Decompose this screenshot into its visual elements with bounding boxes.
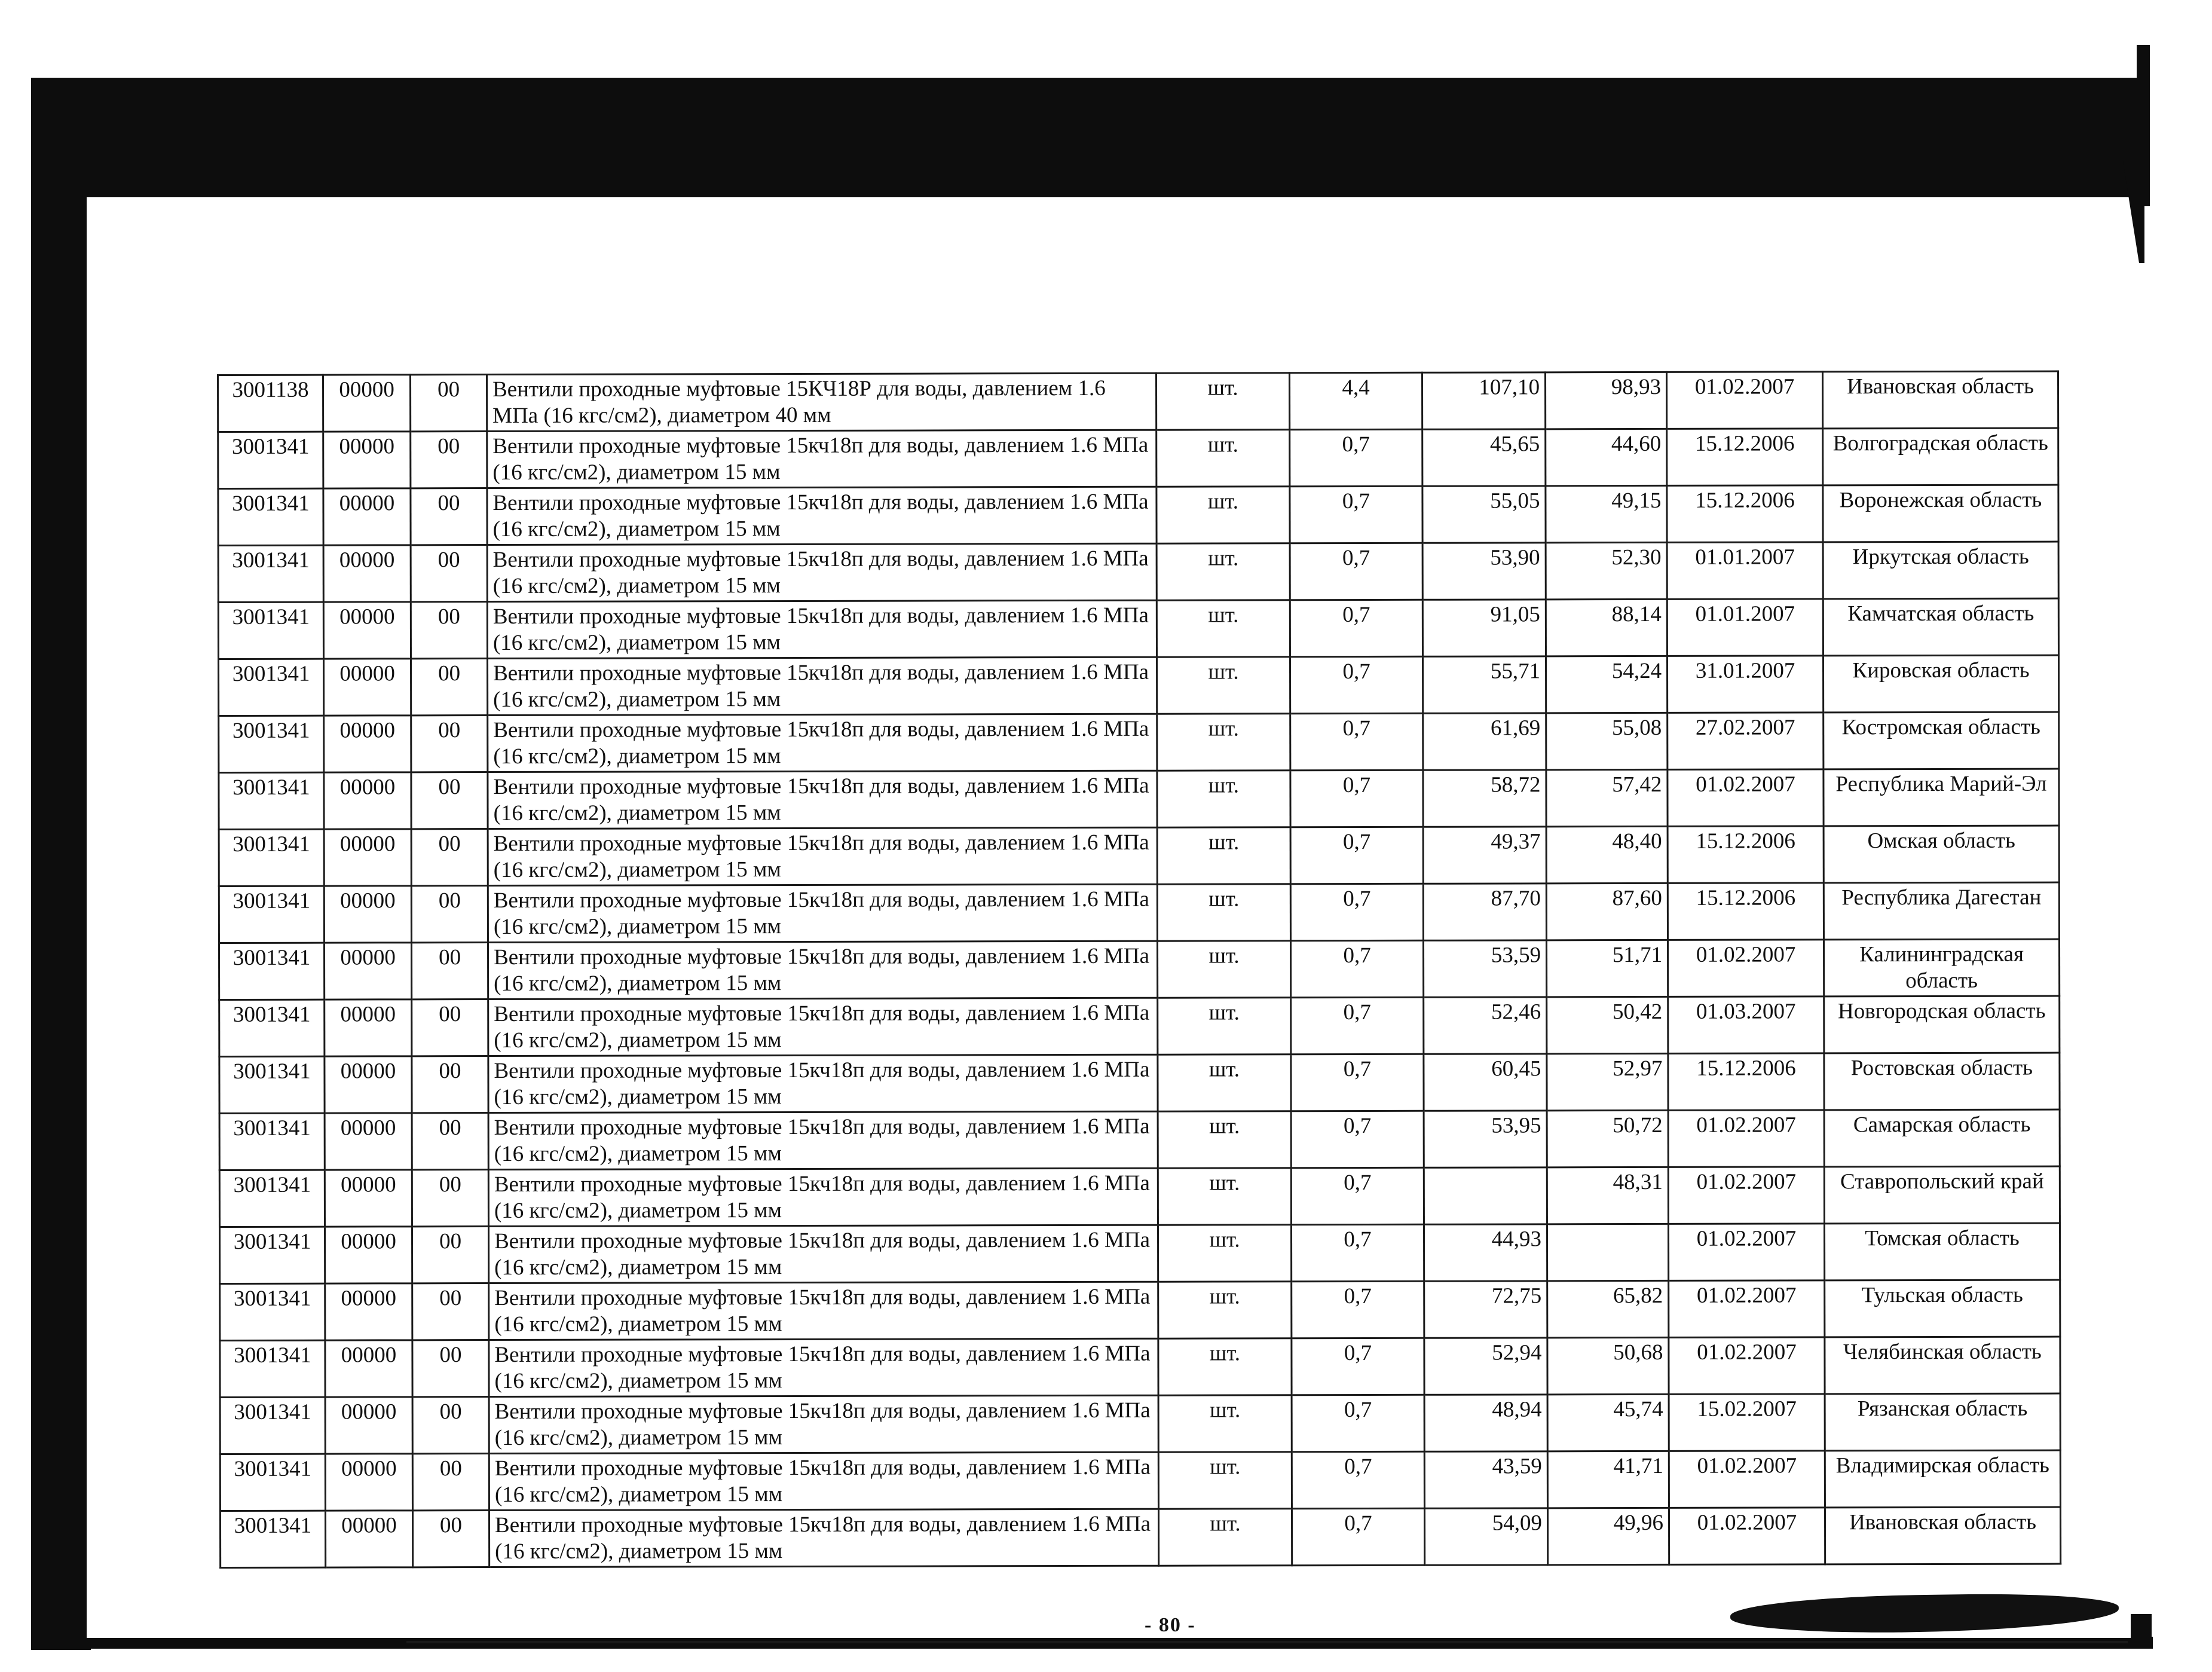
cell-qty: 0,7 <box>1292 1451 1424 1508</box>
cell-group: 00 <box>412 1397 489 1454</box>
cell-qty: 0,7 <box>1290 656 1422 713</box>
cell-region: Иркутская область <box>1823 542 2058 599</box>
table-row <box>220 1507 2060 1567</box>
cell-price-2: 48,40 <box>1546 826 1668 883</box>
cell-unit: шт. <box>1156 373 1289 430</box>
cell-region: Владимирская область <box>1825 1450 2060 1508</box>
cell-price-2: 52,30 <box>1546 542 1667 599</box>
cell-group: 00 <box>411 716 488 772</box>
cell-group: 00 <box>411 488 487 545</box>
cell-date: 01.02.2007 <box>1666 372 1822 429</box>
cell-price-2: 54,24 <box>1546 656 1667 713</box>
cell-name: Вентили проходные муфтовые 15КЧ18Р для воды, давлением 1.6 МПа (16 кгс/см2), диаметром 40 мм <box>487 373 1157 431</box>
cell-qty: 0,7 <box>1291 1111 1424 1167</box>
cell-date: 01.02.2007 <box>1669 1508 1825 1565</box>
cell-name: Вентили проходные муфтовые 15кч18п для воды, давлением 1.6 МПа (16 кгс/см2), диаметром 15 мм <box>487 487 1157 545</box>
cell-region: Калининградская область <box>1824 939 2059 997</box>
cell-subcode: 00000 <box>325 1397 412 1454</box>
cell-price-1: 107,10 <box>1422 372 1545 429</box>
cell-code: 3001341 <box>218 545 323 602</box>
table-row <box>219 882 2059 943</box>
cell-date: 01.02.2007 <box>1669 1337 1825 1395</box>
cell-price-2: 50,42 <box>1547 997 1668 1053</box>
cell-date: 15.12.2006 <box>1668 1053 1824 1111</box>
cell-price-2: 87,60 <box>1546 883 1668 940</box>
cell-name: Вентили проходные муфтовые 15кч18п для воды, давлением 1.6 МПа (16 кгс/см2), диаметром 15 мм <box>488 1168 1158 1226</box>
cell-name: Вентили проходные муфтовые 15кч18п для воды, давлением 1.6 МПа (16 кгс/см2), диаметром 15 мм <box>488 1225 1158 1283</box>
cell-price-1: 48,94 <box>1424 1395 1547 1451</box>
table-row <box>219 1053 2060 1113</box>
cell-price-2: 44,60 <box>1546 429 1667 485</box>
cell-code: 3001341 <box>218 432 323 488</box>
cell-price-2: 41,71 <box>1547 1451 1669 1508</box>
cell-unit: шт. <box>1157 827 1290 884</box>
cell-qty: 0,7 <box>1290 884 1423 940</box>
cell-unit: шт. <box>1157 941 1290 998</box>
cell-qty: 0,7 <box>1291 1167 1424 1224</box>
cell-code: 3001341 <box>220 1454 325 1511</box>
cell-subcode: 00000 <box>324 716 411 772</box>
cell-subcode: 00000 <box>324 943 411 999</box>
cell-name: Вентили проходные муфтовые 15кч18п для воды, давлением 1.6 МПа (16 кгс/см2), диаметром 15 мм <box>489 1395 1158 1453</box>
cell-region: Рязанская область <box>1825 1393 2060 1451</box>
cell-name: Вентили проходные муфтовые 15кч18п для воды, давлением 1.6 МПа (16 кгс/см2), диаметром 15 мм <box>488 1054 1158 1112</box>
cell-subcode: 00000 <box>325 1283 412 1340</box>
cell-price-2: 57,42 <box>1546 769 1668 826</box>
cell-group: 00 <box>411 943 488 999</box>
cell-subcode: 00000 <box>323 375 411 432</box>
cell-unit: шт. <box>1157 543 1290 600</box>
cell-qty: 0,7 <box>1291 1054 1424 1111</box>
cell-unit: шт. <box>1157 487 1290 543</box>
cell-code: 3001341 <box>218 659 323 716</box>
cell-name: Вентили проходные муфтовые 15кч18п для воды, давлением 1.6 МПа (16 кгс/см2), диаметром 15 мм <box>487 543 1157 601</box>
cell-subcode: 00000 <box>325 1056 412 1113</box>
cell-region: Ивановская область <box>1822 371 2058 429</box>
cell-code: 3001341 <box>219 1227 325 1283</box>
cell-date: 01.01.2007 <box>1667 599 1823 656</box>
cell-group: 00 <box>412 999 488 1056</box>
cell-group: 00 <box>411 432 487 488</box>
paper-sheet <box>87 197 2131 1638</box>
cell-price-1: 58,72 <box>1423 770 1546 827</box>
cell-region: Волгоградская область <box>1823 428 2058 485</box>
cell-code: 3001341 <box>220 1397 325 1454</box>
cell-code: 3001341 <box>219 716 324 772</box>
cell-unit: шт. <box>1157 600 1290 657</box>
cell-group: 00 <box>411 829 488 886</box>
cell-price-2: 51,71 <box>1546 940 1668 997</box>
table-row <box>219 1166 2060 1227</box>
cell-code: 3001341 <box>219 829 324 886</box>
cell-date: 01.02.2007 <box>1668 769 1824 827</box>
cell-date: 01.03.2007 <box>1668 997 1824 1054</box>
cell-group: 00 <box>411 659 487 716</box>
table-row <box>218 542 2058 602</box>
table-row <box>218 371 2058 432</box>
cell-qty: 0,7 <box>1292 1395 1424 1451</box>
cell-price-1: 60,45 <box>1424 1054 1547 1111</box>
cell-name: Вентили проходные муфтовые 15кч18п для воды, давлением 1.6 МПа (16 кгс/см2), диаметром 15 мм <box>489 1509 1158 1567</box>
cell-qty: 0,7 <box>1290 486 1422 543</box>
cell-price-1 <box>1424 1167 1547 1224</box>
cell-price-1: 54,09 <box>1424 1508 1547 1565</box>
cell-qty: 0,7 <box>1292 1338 1424 1395</box>
page-number: - 80 - <box>1145 1614 1196 1636</box>
cell-group: 00 <box>412 1340 489 1397</box>
table-row <box>220 1450 2060 1511</box>
cell-subcode: 00000 <box>325 1170 412 1227</box>
cell-unit: шт. <box>1157 714 1290 771</box>
cell-name: Вентили проходные муфтовые 15кч18п для воды, давлением 1.6 МПа (16 кгс/см2), диаметром 15 мм <box>488 884 1157 942</box>
cell-subcode: 00000 <box>324 772 411 829</box>
cell-unit: шт. <box>1158 1054 1291 1111</box>
cell-price-1: 43,59 <box>1424 1451 1547 1508</box>
cell-group: 00 <box>411 886 488 943</box>
cell-group: 00 <box>411 545 487 602</box>
scan-edge-line <box>406 1641 2128 1643</box>
cell-price-1: 55,71 <box>1422 656 1546 713</box>
cell-subcode: 00000 <box>325 1454 412 1511</box>
cell-group: 00 <box>412 1227 488 1283</box>
cell-region: Томская область <box>1824 1223 2060 1280</box>
cell-qty: 0,7 <box>1292 1281 1424 1338</box>
table-row <box>219 712 2059 772</box>
cell-unit: шт. <box>1157 657 1290 714</box>
cell-unit: шт. <box>1158 998 1291 1054</box>
cell-region: Республика Марий-Эл <box>1824 769 2059 826</box>
cell-subcode: 00000 <box>323 488 411 545</box>
cell-subcode: 00000 <box>325 1340 412 1397</box>
cell-code: 3001341 <box>219 1056 325 1113</box>
cell-name: Вентили проходные муфтовые 15кч18п для воды, давлением 1.6 МПа (16 кгс/см2), диаметром 15 мм <box>488 1111 1158 1169</box>
cell-name: Вентили проходные муфтовые 15кч18п для воды, давлением 1.6 МПа (16 кгс/см2), диаметром 15 мм <box>489 1452 1158 1510</box>
cell-group: 00 <box>412 1170 488 1227</box>
cell-price-2 <box>1547 1224 1668 1280</box>
table-row <box>219 1223 2060 1283</box>
cell-group: 00 <box>412 1113 488 1170</box>
cell-region: Ростовская область <box>1824 1053 2060 1110</box>
cell-region: Ставропольский край <box>1824 1166 2060 1224</box>
cell-code: 3001341 <box>219 886 324 943</box>
cell-subcode: 00000 <box>323 602 411 659</box>
cell-name: Вентили проходные муфтовые 15кч18п для воды, давлением 1.6 МПа (16 кгс/см2), диаметром 15 мм <box>488 827 1157 885</box>
cell-name: Вентили проходные муфтовые 15кч18п для воды, давлением 1.6 МПа (16 кгс/см2), диаметром 15 мм <box>488 941 1157 999</box>
cell-price-1: 72,75 <box>1424 1281 1547 1338</box>
cell-unit: шт. <box>1158 1452 1292 1509</box>
cell-date: 01.01.2007 <box>1667 542 1823 600</box>
cell-code: 3001138 <box>218 375 323 432</box>
scan-border-left <box>31 179 91 1650</box>
cell-region: Костромская область <box>1824 712 2059 769</box>
cell-code: 3001341 <box>219 1113 325 1170</box>
cell-subcode: 00000 <box>325 1227 412 1283</box>
cell-region: Камчатская область <box>1823 598 2058 656</box>
cell-price-1: 49,37 <box>1423 827 1546 884</box>
cell-unit: шт. <box>1158 1509 1292 1566</box>
cell-region: Кировская область <box>1823 655 2058 713</box>
price-table <box>217 371 2061 1569</box>
cell-price-2: 50,68 <box>1547 1337 1669 1394</box>
table-row <box>219 769 2059 829</box>
cell-unit: шт. <box>1157 430 1290 487</box>
cell-group: 00 <box>412 1511 489 1567</box>
cell-qty: 0,7 <box>1290 543 1422 600</box>
cell-qty: 0,7 <box>1290 713 1423 770</box>
table-row <box>219 939 2059 999</box>
cell-date: 01.02.2007 <box>1668 1167 1824 1224</box>
cell-date: 15.02.2007 <box>1669 1394 1825 1451</box>
cell-date: 15.12.2006 <box>1668 826 1824 884</box>
cell-date: 01.02.2007 <box>1668 1224 1824 1281</box>
cell-region: Челябинская область <box>1825 1337 2060 1394</box>
cell-name: Вентили проходные муфтовые 15кч18п для воды, давлением 1.6 МПа (16 кгс/см2), диаметром 15 мм <box>489 1338 1158 1396</box>
cell-price-2: 55,08 <box>1546 713 1668 769</box>
cell-price-2: 48,31 <box>1547 1167 1668 1224</box>
cell-subcode: 00000 <box>324 886 411 943</box>
cell-subcode: 00000 <box>323 545 411 602</box>
cell-qty: 0,7 <box>1291 997 1424 1054</box>
table-row <box>220 1280 2060 1340</box>
cell-name: Вентили проходные муфтовые 15кч18п для воды, давлением 1.6 МПа (16 кгс/см2), диаметром 15 мм <box>488 998 1158 1056</box>
cell-region: Ивановская область <box>1825 1507 2060 1564</box>
table-row <box>220 1393 2060 1454</box>
cell-group: 00 <box>412 1454 489 1511</box>
cell-region: Омская область <box>1824 826 2059 883</box>
cell-date: 31.01.2007 <box>1667 656 1823 713</box>
cell-group: 00 <box>412 1056 488 1113</box>
cell-price-1: 87,70 <box>1423 884 1546 940</box>
cell-name: Вентили проходные муфтовые 15кч18п для воды, давлением 1.6 МПа (16 кгс/см2), диаметром 15 мм <box>489 1282 1158 1340</box>
cell-unit: шт. <box>1158 1225 1291 1282</box>
cell-date: 01.02.2007 <box>1669 1451 1825 1508</box>
scan-border-top <box>31 78 2150 197</box>
table-row <box>219 1109 2060 1170</box>
cell-price-2: 45,74 <box>1547 1394 1669 1451</box>
cell-code: 3001341 <box>220 1511 325 1567</box>
cell-qty: 0,7 <box>1292 1508 1424 1565</box>
cell-group: 00 <box>411 772 488 829</box>
cell-code: 3001341 <box>220 1283 325 1340</box>
cell-price-1: 53,90 <box>1422 543 1546 600</box>
cell-group: 00 <box>411 602 487 659</box>
cell-region: Тульская область <box>1825 1280 2060 1337</box>
cell-price-2: 49,96 <box>1547 1508 1669 1564</box>
cell-unit: шт. <box>1158 1282 1292 1338</box>
cell-subcode: 00000 <box>324 829 411 886</box>
cell-subcode: 00000 <box>325 999 412 1056</box>
cell-unit: шт. <box>1157 771 1290 827</box>
cell-code: 3001341 <box>219 1170 325 1227</box>
cell-qty: 0,7 <box>1290 770 1423 827</box>
cell-price-2: 88,14 <box>1546 599 1667 656</box>
table-row <box>218 485 2058 545</box>
cell-code: 3001341 <box>220 1340 325 1397</box>
cell-qty: 0,7 <box>1291 1224 1424 1281</box>
cell-subcode: 00000 <box>323 432 411 488</box>
cell-price-1: 91,05 <box>1422 600 1546 656</box>
cell-price-1: 45,65 <box>1422 429 1546 486</box>
cell-name: Вентили проходные муфтовые 15кч18п для воды, давлением 1.6 МПа (16 кгс/см2), диаметром 15 мм <box>487 430 1157 488</box>
cell-price-1: 61,69 <box>1423 713 1546 770</box>
cell-price-2: 49,15 <box>1546 485 1667 542</box>
cell-region: Новгородская область <box>1824 996 2060 1053</box>
cell-subcode: 00000 <box>323 659 411 716</box>
cell-price-1: 44,93 <box>1424 1224 1547 1281</box>
cell-code: 3001341 <box>218 488 323 545</box>
table-row <box>218 655 2058 716</box>
cell-price-1: 53,95 <box>1424 1111 1547 1167</box>
cell-date: 15.12.2006 <box>1668 883 1824 940</box>
cell-region: Воронежская область <box>1823 485 2058 542</box>
cell-subcode: 00000 <box>325 1511 412 1567</box>
cell-date: 01.02.2007 <box>1668 1110 1824 1167</box>
table-row <box>218 598 2058 659</box>
scan-border-corner <box>2128 1614 2152 1649</box>
cell-qty: 0,7 <box>1290 600 1422 656</box>
cell-group: 00 <box>411 375 487 432</box>
cell-name: Вентили проходные муфтовые 15кч18п для воды, давлением 1.6 МПа (16 кгс/см2), диаметром 15 мм <box>488 771 1157 829</box>
cell-date: 15.12.2006 <box>1667 485 1823 543</box>
cell-group: 00 <box>412 1283 489 1340</box>
cell-price-2: 65,82 <box>1547 1280 1669 1337</box>
cell-qty: 0,7 <box>1290 827 1423 884</box>
cell-date: 27.02.2007 <box>1668 713 1824 770</box>
table-row <box>220 1337 2060 1397</box>
table-row <box>218 428 2058 488</box>
cell-price-2: 52,97 <box>1547 1053 1668 1110</box>
cell-date: 01.02.2007 <box>1668 940 1824 997</box>
cell-region: Республика Дагестан <box>1824 882 2059 940</box>
table-row <box>219 826 2059 886</box>
cell-price-2: 98,93 <box>1545 372 1666 429</box>
cell-code: 3001341 <box>219 772 324 829</box>
cell-date: 15.12.2006 <box>1667 429 1823 486</box>
cell-unit: шт. <box>1158 1338 1292 1395</box>
cell-unit: шт. <box>1157 884 1290 941</box>
cell-unit: шт. <box>1158 1395 1292 1452</box>
cell-price-1: 52,46 <box>1424 997 1547 1054</box>
cell-unit: шт. <box>1158 1111 1291 1168</box>
cell-name: Вентили проходные муфтовые 15кч18п для воды, давлением 1.6 МПа (16 кгс/см2), диаметром 15 мм <box>488 714 1157 772</box>
cell-code: 3001341 <box>219 943 324 999</box>
cell-name: Вентили проходные муфтовые 15кч18п для воды, давлением 1.6 МПа (16 кгс/см2), диаметром 15 мм <box>487 600 1157 658</box>
cell-unit: шт. <box>1158 1168 1291 1225</box>
cell-code: 3001341 <box>218 602 323 659</box>
cell-price-1: 53,59 <box>1423 940 1546 997</box>
cell-price-1: 52,94 <box>1424 1338 1547 1395</box>
cell-price-2: 50,72 <box>1547 1110 1668 1167</box>
cell-code: 3001341 <box>219 999 325 1056</box>
cell-name: Вентили проходные муфтовые 15кч18п для воды, давлением 1.6 МПа (16 кгс/см2), диаметром 15 мм <box>487 657 1157 715</box>
cell-qty: 0,7 <box>1290 940 1423 997</box>
table-row <box>219 996 2060 1056</box>
cell-subcode: 00000 <box>325 1113 412 1170</box>
cell-qty: 0,7 <box>1290 429 1422 486</box>
table-body <box>218 371 2061 1567</box>
cell-qty: 4,4 <box>1289 372 1422 429</box>
cell-price-1: 55,05 <box>1422 486 1546 543</box>
cell-date: 01.02.2007 <box>1669 1280 1825 1338</box>
cell-region: Самарская область <box>1824 1109 2060 1167</box>
